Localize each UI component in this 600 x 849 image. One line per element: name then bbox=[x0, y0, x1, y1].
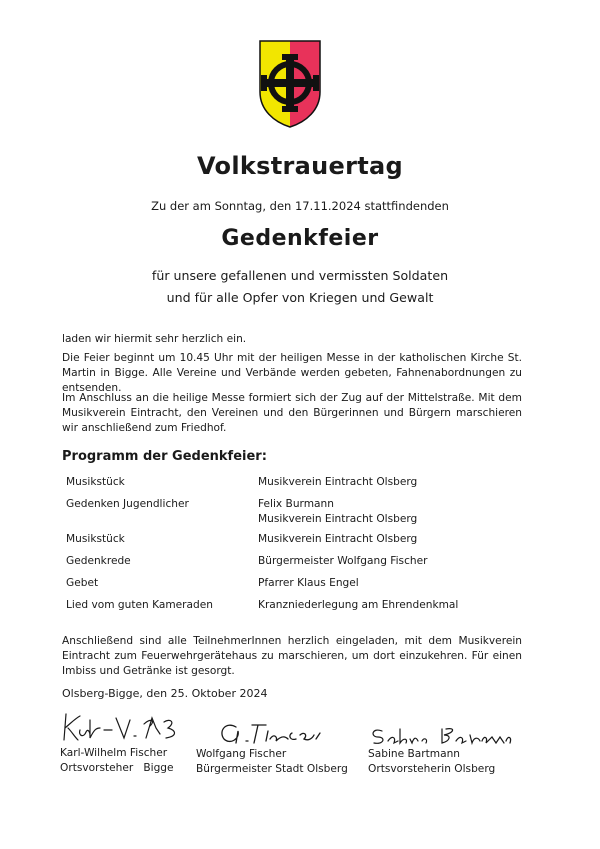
signatory-name: Karl-Wilhelm Fischer bbox=[60, 747, 168, 759]
program-item-value bbox=[258, 554, 526, 569]
program-item-performer: Musikverein Eintracht Olsberg bbox=[258, 533, 418, 545]
program-item-value bbox=[258, 475, 526, 490]
subtitle-line-2: und für alle Opfer von Kriegen und Gewalt bbox=[166, 290, 434, 305]
handwritten-signature-1 bbox=[60, 708, 180, 746]
program-item-label: Musikstück bbox=[66, 476, 125, 488]
program-item-value bbox=[258, 532, 526, 547]
event-title: Gedenkfeier bbox=[221, 226, 379, 251]
program-heading: Programm der Gedenkfeier: bbox=[62, 449, 267, 464]
signatory-role: Ortsvorsteherin Olsberg bbox=[368, 763, 496, 775]
dateline: Olsberg-Bigge, den 25. Oktober 2024 bbox=[62, 687, 268, 700]
handwritten-signature-3 bbox=[368, 723, 518, 747]
program-item-performer: Bürgermeister Wolfgang Fischer bbox=[258, 555, 428, 567]
closing-paragraph: Anschließend sind alle TeilnehmerInnen herzlich eingeladen, mit dem Musikverein Eintracht zum Feuerwehrgerätehaus zu marschieren, um dort einzukehren. Für einen Imbiss und Getränke ist gesorgt. bbox=[62, 635, 522, 677]
program-item-label: Gedenken Jugendlicher bbox=[66, 498, 189, 510]
page-title: Volkstrauertag bbox=[197, 152, 403, 180]
program-item-label: Musikstück bbox=[66, 533, 125, 545]
handwritten-signature-2 bbox=[196, 717, 336, 747]
program-row bbox=[66, 554, 526, 569]
signature-block-2 bbox=[196, 717, 348, 777]
signatory-role: Bürgermeister Stadt Olsberg bbox=[196, 763, 348, 775]
invite-paragraph: laden wir hiermit sehr herzlich ein. bbox=[62, 333, 247, 345]
program-item-performer: Musikverein Eintracht Olsberg bbox=[258, 476, 418, 488]
program-row bbox=[66, 598, 526, 613]
program-item-performer-2: Musikverein Eintracht Olsberg bbox=[258, 513, 418, 525]
program-item-value bbox=[258, 598, 526, 613]
coat-of-arms-cross-icon bbox=[259, 40, 321, 128]
program-row bbox=[66, 532, 526, 547]
intro-line: Zu der am Sonntag, den 17.11.2024 stattfindenden bbox=[151, 199, 449, 213]
subtitle-line-1: für unsere gefallenen und vermissten Soldaten bbox=[151, 268, 449, 283]
signature-block-1 bbox=[60, 708, 180, 776]
program-list bbox=[66, 475, 526, 620]
program-item-performer: Felix Burmann bbox=[258, 498, 334, 510]
program-item-value bbox=[258, 576, 526, 591]
signatory-name: Wolfgang Fischer bbox=[196, 748, 287, 760]
program-item-label: Lied vom guten Kameraden bbox=[66, 599, 213, 611]
anschluss-paragraph: Im Anschluss an die heilige Messe formiert sich der Zug auf der Mittelstraße. Mit dem Musikverein Eintracht, den Vereinen und den Bürgerinnen und Bürgern marschieren wir anschließend zum Friedhof. bbox=[62, 392, 522, 434]
program-item-performer: Pfarrer Klaus Engel bbox=[258, 577, 359, 589]
feier-paragraph: Die Feier beginnt um 10.45 Uhr mit der heiligen Messe in der katholischen Kirche St. Martin in Bigge. Alle Vereine und Verbände werden gebeten, Fahnenabordnungen zu entsenden. bbox=[62, 352, 522, 394]
program-item-value bbox=[258, 497, 526, 527]
program-row bbox=[66, 576, 526, 591]
signatory-role: Ortsvorsteher Bigge bbox=[60, 762, 174, 774]
signature-block-3 bbox=[368, 723, 518, 777]
program-row bbox=[66, 475, 526, 490]
program-item-label: Gebet bbox=[66, 577, 99, 589]
program-item-performer: Kranzniederlegung am Ehrendenkmal bbox=[258, 599, 459, 611]
program-row bbox=[66, 497, 526, 527]
signatory-name: Sabine Bartmann bbox=[368, 748, 460, 760]
program-item-label: Gedenkrede bbox=[66, 555, 131, 567]
